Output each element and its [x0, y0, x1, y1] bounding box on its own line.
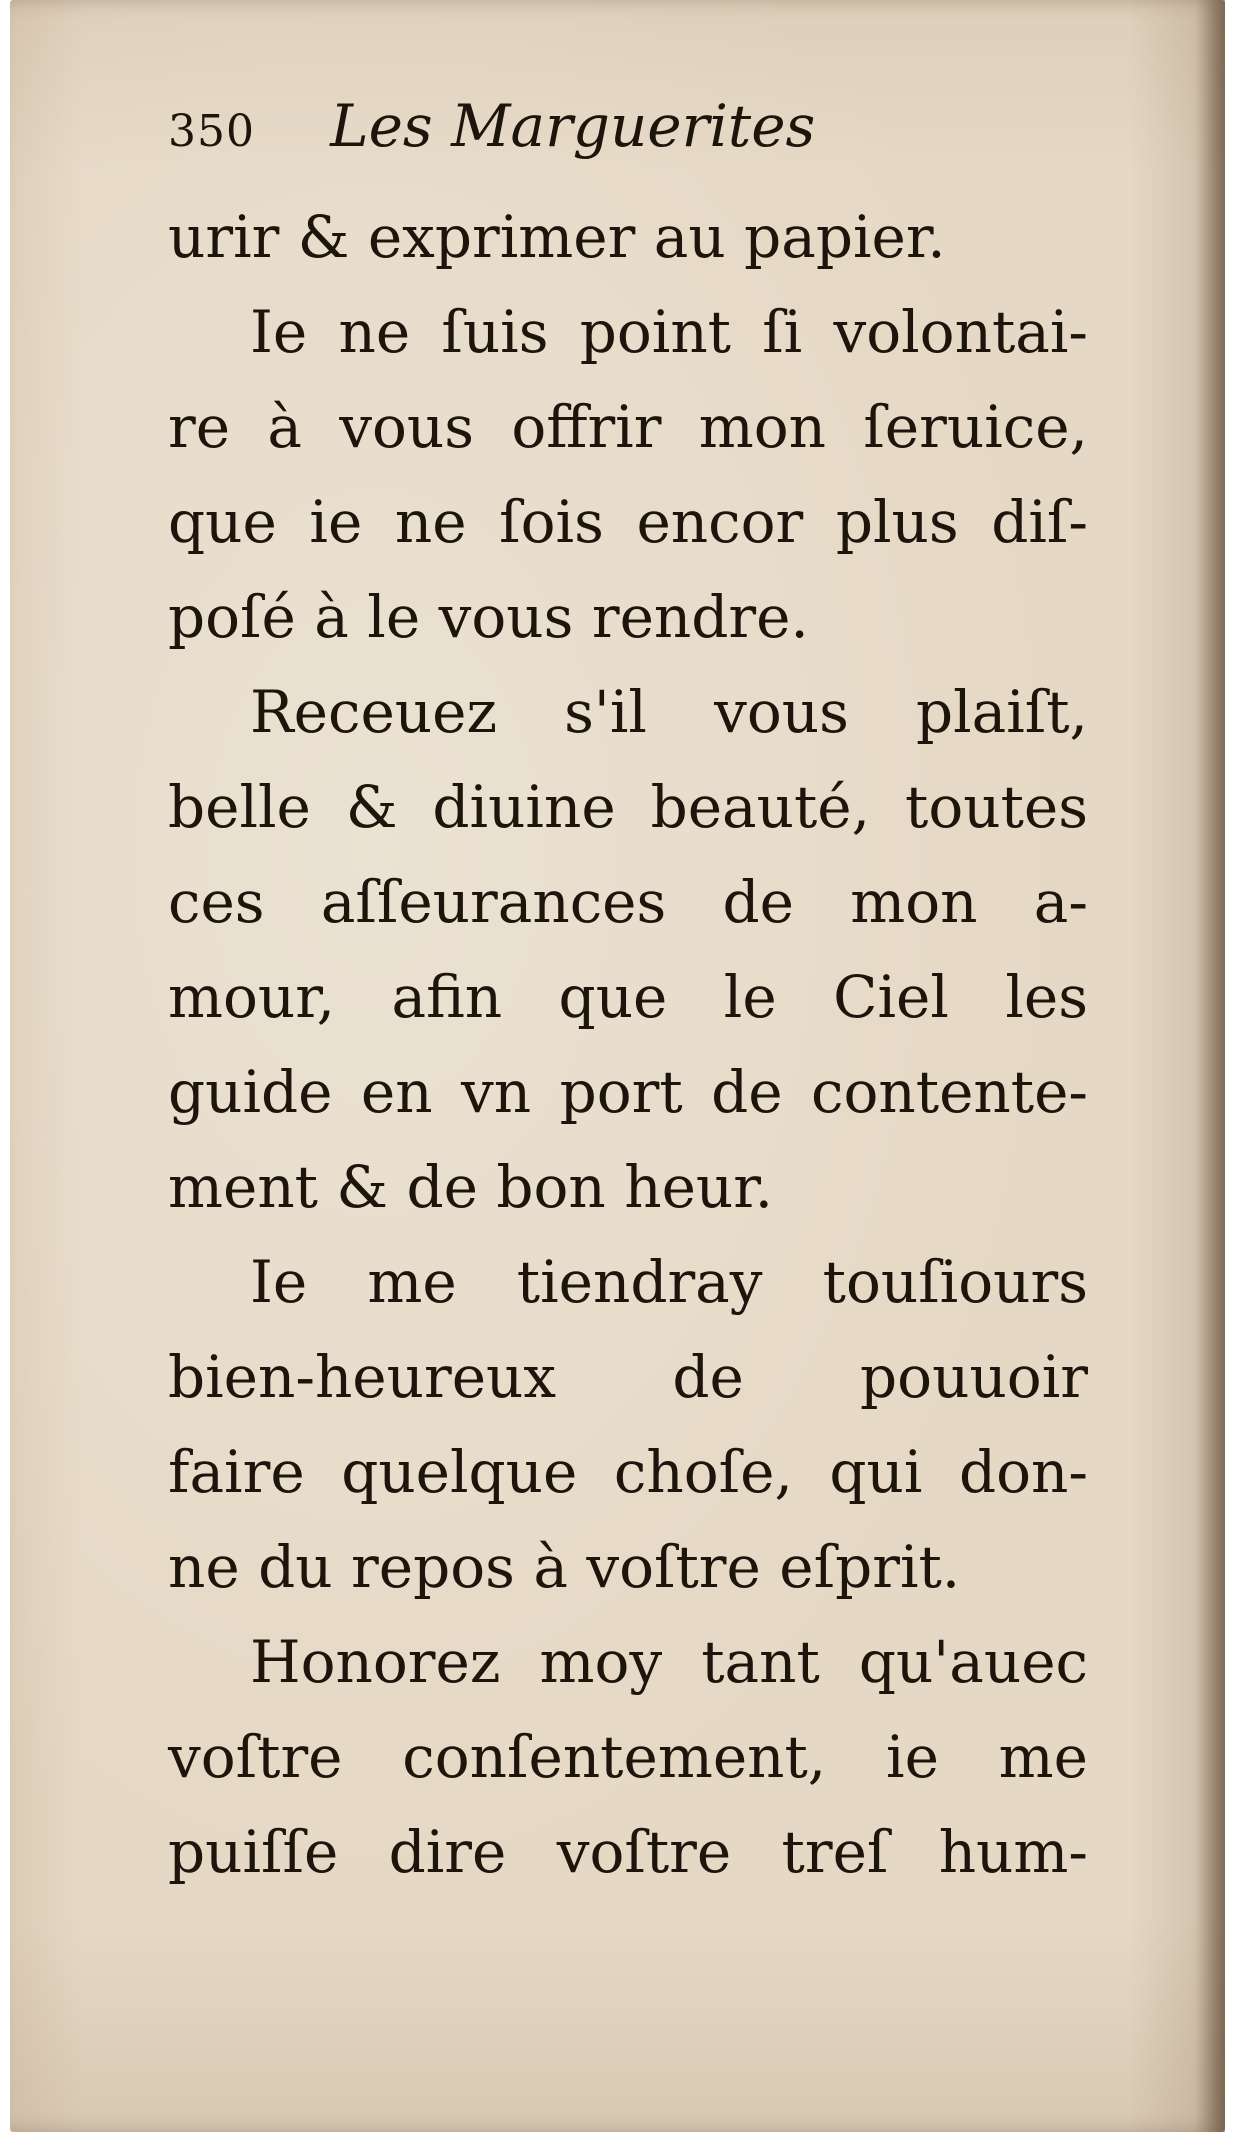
- text-line: Ie me tiendray touſiours: [250, 1248, 1088, 1316]
- text-line: Honorez moy tant qu'auec: [250, 1628, 1088, 1696]
- body-text: [168, 190, 1088, 1900]
- text-line: puiſſe dire voſtre treſ hum-: [168, 1818, 1088, 1886]
- text-line: Receuez s'il vous plaiſt,: [250, 678, 1088, 746]
- text-line: ne du repos à voſtre eſprit.: [168, 1533, 961, 1601]
- text-line: poſé à le vous rendre.: [168, 583, 809, 651]
- page-number: 350: [168, 106, 255, 157]
- book-page: [10, 0, 1225, 2132]
- text-line: guide en vn port de contente-: [168, 1058, 1088, 1126]
- text-line: bien-heureux de pouuoir: [168, 1343, 1088, 1411]
- text-line: voſtre conſentement, ie me: [168, 1723, 1088, 1791]
- text-line: que ie ne ſois encor plus diſ-: [168, 488, 1088, 556]
- text-line: ces aſſeurances de mon a-: [168, 868, 1088, 936]
- text-line: mour, afin que le Ciel les: [168, 963, 1088, 1031]
- running-head: [168, 92, 815, 160]
- running-title: Les Marguerites: [330, 92, 816, 160]
- text-line: belle & diuine beauté, toutes: [168, 773, 1088, 841]
- text-line: re à vous offrir mon ſeruice,: [168, 393, 1088, 461]
- page-gutter-shadow: [1195, 0, 1225, 2132]
- text-line: faire quelque choſe, qui don-: [168, 1438, 1088, 1506]
- text-line: ment & de bon heur.: [168, 1153, 774, 1221]
- text-line: urir & exprimer au papier.: [168, 203, 946, 271]
- text-line: Ie ne ſuis point ſi volontai-: [250, 298, 1088, 366]
